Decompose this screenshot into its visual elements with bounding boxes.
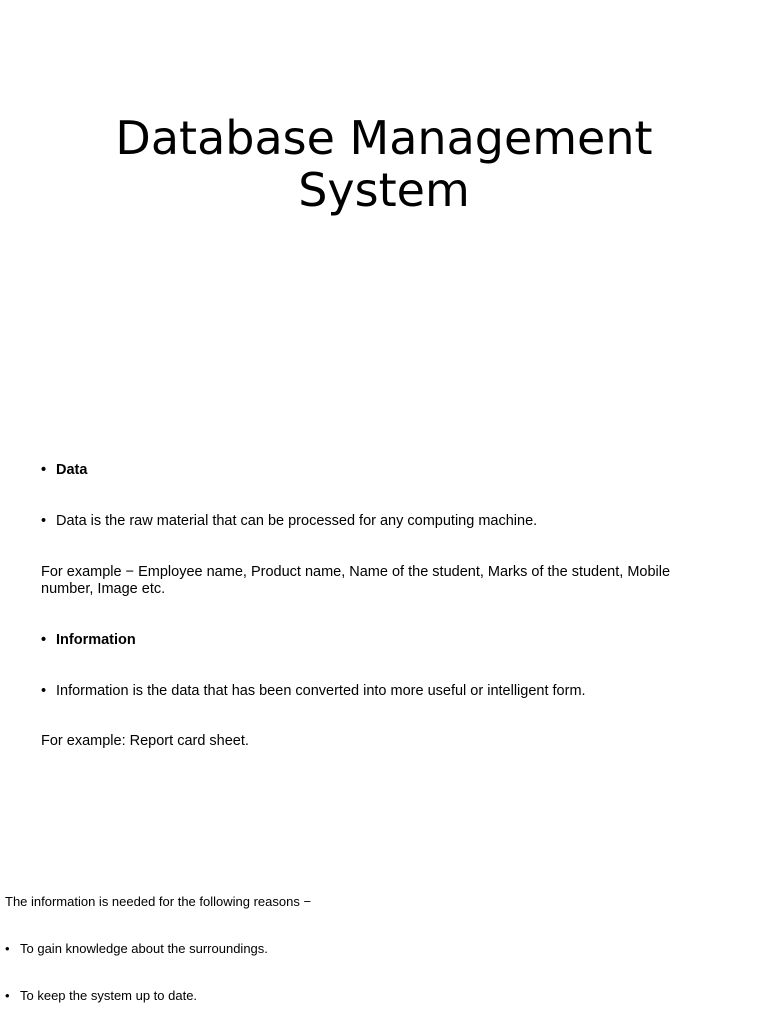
information-heading: • Information <box>41 632 721 649</box>
data-definition: • Data is the raw material that can be processed for any computing machine. <box>41 513 721 530</box>
title-line-1: Database Management <box>115 111 653 165</box>
reason-item: • To keep the system up to date. <box>5 988 705 1003</box>
information-definition: • Information is the data that has been converted into more useful or intelligent form. <box>41 683 721 700</box>
information-example: For example: Report card sheet. <box>41 733 249 749</box>
title-line-2: System <box>298 163 470 217</box>
reasons-intro: The information is needed for the following reasons − <box>5 894 312 909</box>
page-title <box>0 112 768 216</box>
data-heading: • Data <box>41 462 721 479</box>
data-example: For example − Employee name, Product name, Name of the student, Marks of the student, Mobile number, Image etc. <box>41 564 671 597</box>
reason-item: • To gain knowledge about the surroundings. <box>5 941 705 956</box>
